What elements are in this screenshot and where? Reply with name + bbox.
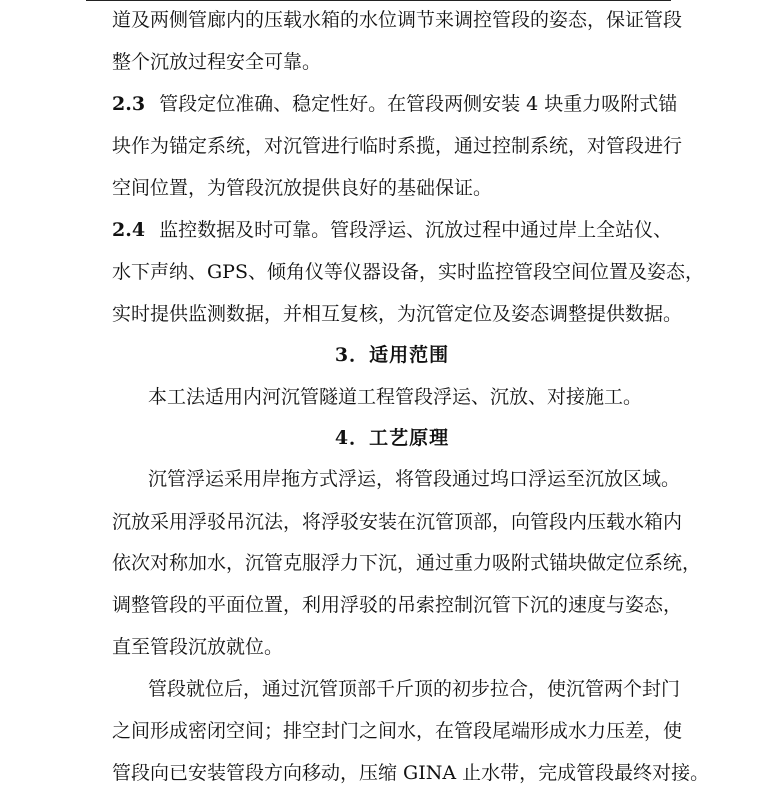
paragraph-line: 依次对称加水，沉管克服浮力下沉，通过重力吸附式锚块做定位系统， [112,552,702,574]
paragraph-line: 实时提供监测数据，并相互复核，为沉管定位及姿态调整提供数据。 [112,303,683,325]
paragraph-line: 水下声纳、GPS、倾角仪等仪器设备，实时监控管段空间位置及姿态， [112,261,704,283]
paragraph-line: 本工法适用内河沉管隧道工程管段浮运、沉放、对接施工。 [148,386,643,408]
section-heading: 4．工艺原理 [334,427,450,449]
paragraph-text: 管段定位准确、稳定性好。在管段两侧安装 4 块重力吸附式锚 [159,93,678,115]
section-number: 2.4 [112,219,146,241]
section-number: 2.3 [112,93,146,115]
header-rule [86,0,671,1]
paragraph-line: 空间位置，为管段沉放提供良好的基础保证。 [112,177,493,199]
paragraph-line: 整个沉放过程安全可靠。 [112,51,322,73]
paragraph-line: 道及两侧管廊内的压载水箱的水位调节来调控管段的姿态，保证管段 [112,9,683,31]
section-heading: 3．适用范围 [334,344,450,366]
paragraph-text: 监控数据及时可靠。管段浮运、沉放过程中通过岸上全站仪、 [159,219,673,241]
paragraph-line: 直至管段沉放就位。 [112,636,284,658]
paragraph-line: 沉管浮运采用岸拖方式浮运，将管段通过坞口浮运至沉放区域。 [148,468,681,490]
paragraph-line: 之间形成密闭空间；排空封门之间水，在管段尾端形成水力压差，使 [112,720,683,742]
paragraph-line: 管段向已安装管段方向移动，压缩 GINA 止水带，完成管段最终对接。 [112,762,710,784]
paragraph-line: 管段就位后，通过沉管顶部千斤顶的初步拉合，使沉管两个封门 [148,678,681,700]
section-2-4-line [112,218,672,242]
paragraph-line: 调整管段的平面位置，利用浮驳的吊索控制沉管下沉的速度与姿态， [112,594,683,616]
section-2-3-line [112,92,678,116]
paragraph-line: 沉放采用浮驳吊沉法，将浮驳安装在沉管顶部，向管段内压载水箱内 [112,511,683,533]
paragraph-line: 块作为锚定系统，对沉管进行临时系揽，通过控制系统，对管段进行 [112,135,683,157]
